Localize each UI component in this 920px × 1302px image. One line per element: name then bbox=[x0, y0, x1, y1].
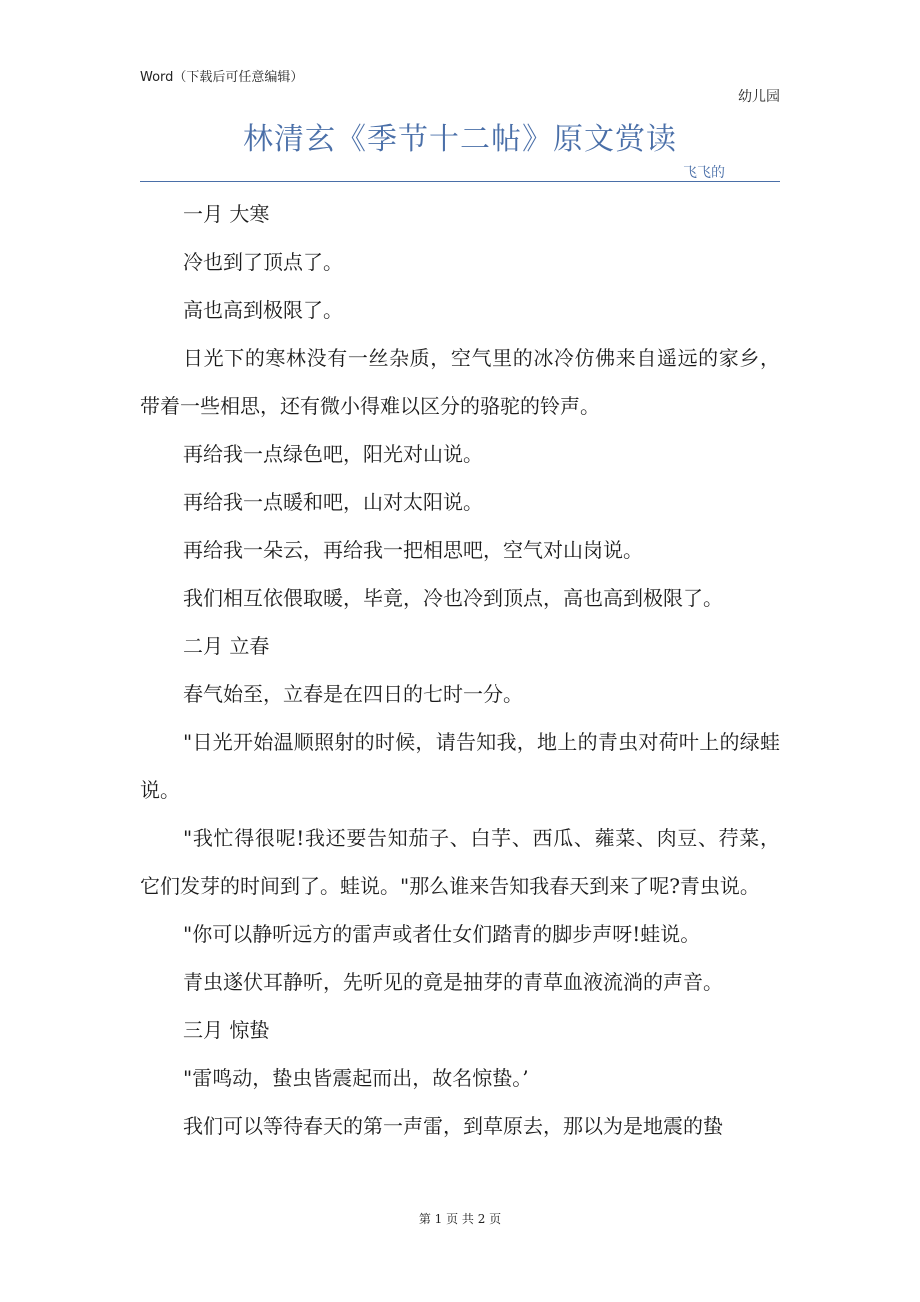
title-divider bbox=[140, 181, 780, 182]
paragraph: 我们可以等待春天的第一声雷，到草原去，那以为是地震的蛰 bbox=[183, 1114, 723, 1138]
paragraph: "日光开始温顺照射的时候，请告知我，地上的青虫对荷叶上的绿蛙说。 bbox=[140, 730, 780, 802]
paragraph: 春气始至，立春是在四日的七时一分。 bbox=[183, 682, 523, 706]
paragraph: 再给我一点暖和吧，山对太阳说。 bbox=[183, 490, 483, 514]
paragraph: "雷鸣动，蛰虫皆震起而出，故名惊蛰。’ bbox=[183, 1066, 529, 1090]
section-heading-january: 一月 大寒 bbox=[183, 202, 270, 226]
page-header-word-note: Word（下载后可任意编辑） bbox=[140, 70, 304, 85]
paragraph: 日光下的寒林没有一丝杂质，空气里的冰冷仿佛来自遥远的家乡，带着一些相思，还有微小得难以区分的骆驼的铃声。 bbox=[140, 346, 780, 418]
page-header-category: 幼儿园 bbox=[738, 89, 780, 105]
paragraph: 再给我一朵云，再给我一把相思吧，空气对山岗说。 bbox=[183, 538, 643, 562]
paragraph: 我们相互依偎取暖，毕竟，冷也冷到顶点，高也高到极限了。 bbox=[183, 586, 723, 610]
paragraph: "我忙得很呢!我还要告知茄子、白芋、西瓜、蕹菜、肉豆、荇菜，它们发芽的时间到了。蛙说。"那么谁来告知我春天到来了呢?青虫说。 bbox=[140, 826, 780, 898]
document-body bbox=[140, 190, 780, 1150]
section-heading-february: 二月 立春 bbox=[183, 634, 270, 658]
paragraph: "你可以静听远方的雷声或者仕女们踏青的脚步声呀!蛙说。 bbox=[183, 922, 701, 946]
page-title: 林清玄《季节十二帖》原文赏读 bbox=[243, 122, 677, 157]
paragraph: 冷也到了顶点了。 bbox=[183, 250, 343, 274]
author-name: 飞飞的 bbox=[683, 165, 725, 181]
paragraph: 高也高到极限了。 bbox=[183, 298, 343, 322]
section-heading-march: 三月 惊蛰 bbox=[183, 1018, 270, 1042]
paragraph: 再给我一点绿色吧，阳光对山说。 bbox=[183, 442, 483, 466]
paragraph: 青虫遂伏耳静听，先听见的竟是抽芽的青草血液流淌的声音。 bbox=[183, 970, 723, 994]
page-number: 第 1 页 共 2 页 bbox=[418, 1212, 502, 1226]
